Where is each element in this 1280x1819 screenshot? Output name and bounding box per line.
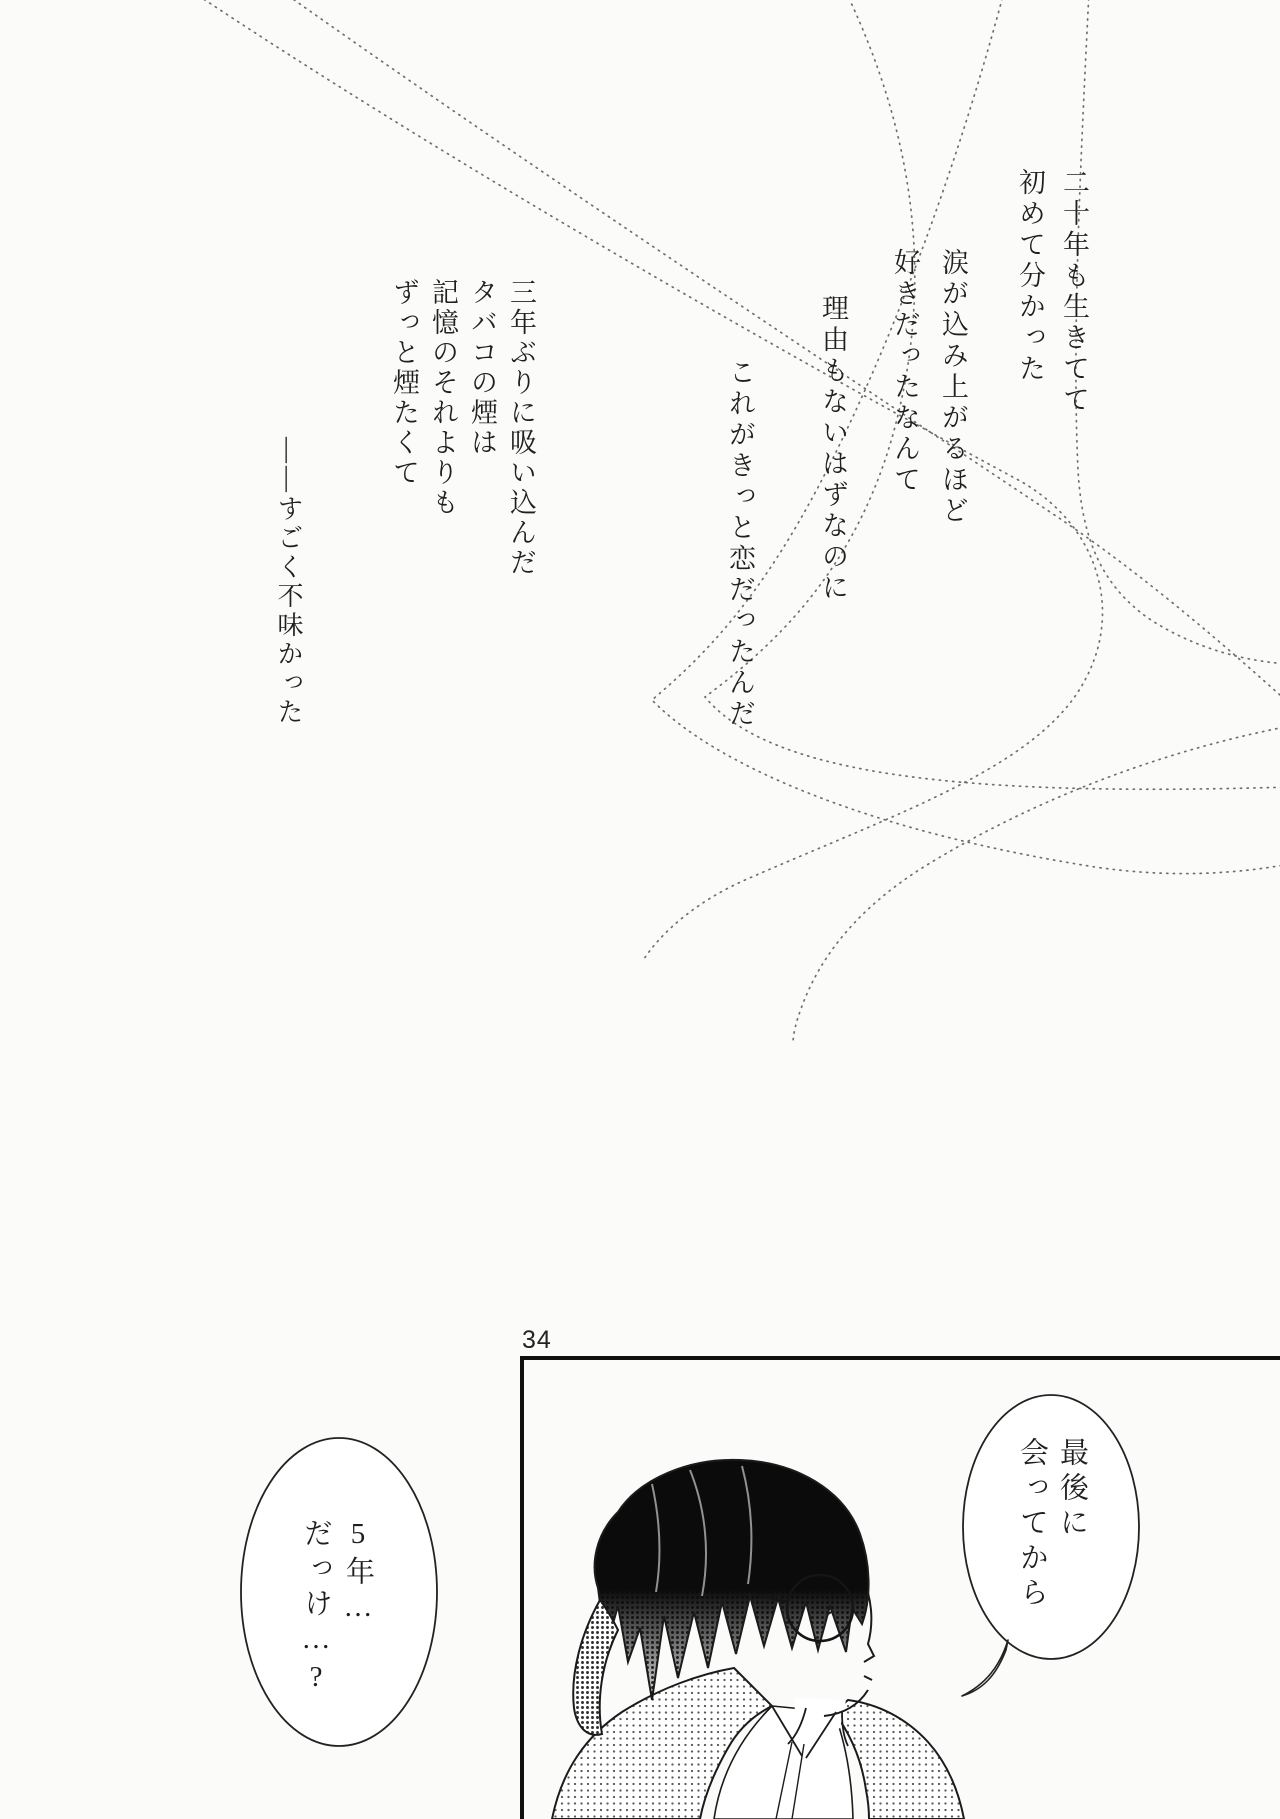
smoke-curve — [1076, 0, 1280, 664]
monologue-line: 涙が込み上がるほど — [938, 248, 968, 527]
panel-border-left — [520, 1356, 524, 1819]
speech-bubble-right-text — [1012, 1437, 1092, 1612]
speech-line: 会ってから — [1016, 1437, 1048, 1612]
monologue-line: 二十年も生きてて — [1059, 168, 1089, 416]
monologue-block-5 — [384, 278, 540, 578]
monologue-block-4 — [720, 358, 760, 730]
speech-bubble-tail — [962, 1640, 1008, 1696]
hair-side-tuft — [573, 1600, 618, 1735]
monologue-line: 三年ぶりに吸い込んだ — [506, 278, 536, 578]
speech-line: だっけ…? — [300, 1518, 332, 1699]
jacket — [834, 1700, 964, 1819]
monologue-block-6 — [268, 437, 308, 727]
panel-border-top — [520, 1356, 1280, 1360]
monologue-line: 理由もないはずなのに — [818, 294, 848, 604]
speech-line: 最後に — [1056, 1437, 1088, 1542]
speech-line: 5年… — [342, 1518, 374, 1629]
speech-bubble-left-text — [295, 1518, 379, 1699]
smoke-curve — [705, 0, 1280, 789]
monologue-block-3 — [813, 294, 853, 604]
monologue-line: タバコの煙は — [467, 278, 497, 458]
smoke-curve — [793, 726, 1280, 1044]
monologue-line: 初めて分かった — [1015, 168, 1045, 385]
monologue-block-2 — [881, 248, 977, 527]
monologue-block-1 — [1008, 168, 1096, 416]
page-number: 34 — [522, 1326, 552, 1354]
monologue-line: 好きだったなんて — [890, 248, 920, 496]
monologue-line: ――すごく不味かった — [274, 437, 303, 727]
monologue-line: 記憶のそれよりも — [428, 278, 458, 518]
character-illustration — [552, 1460, 964, 1819]
monologue-line: ずっと煙たくて — [389, 278, 419, 488]
monologue-line: これがきっと恋だったんだ — [725, 358, 755, 730]
